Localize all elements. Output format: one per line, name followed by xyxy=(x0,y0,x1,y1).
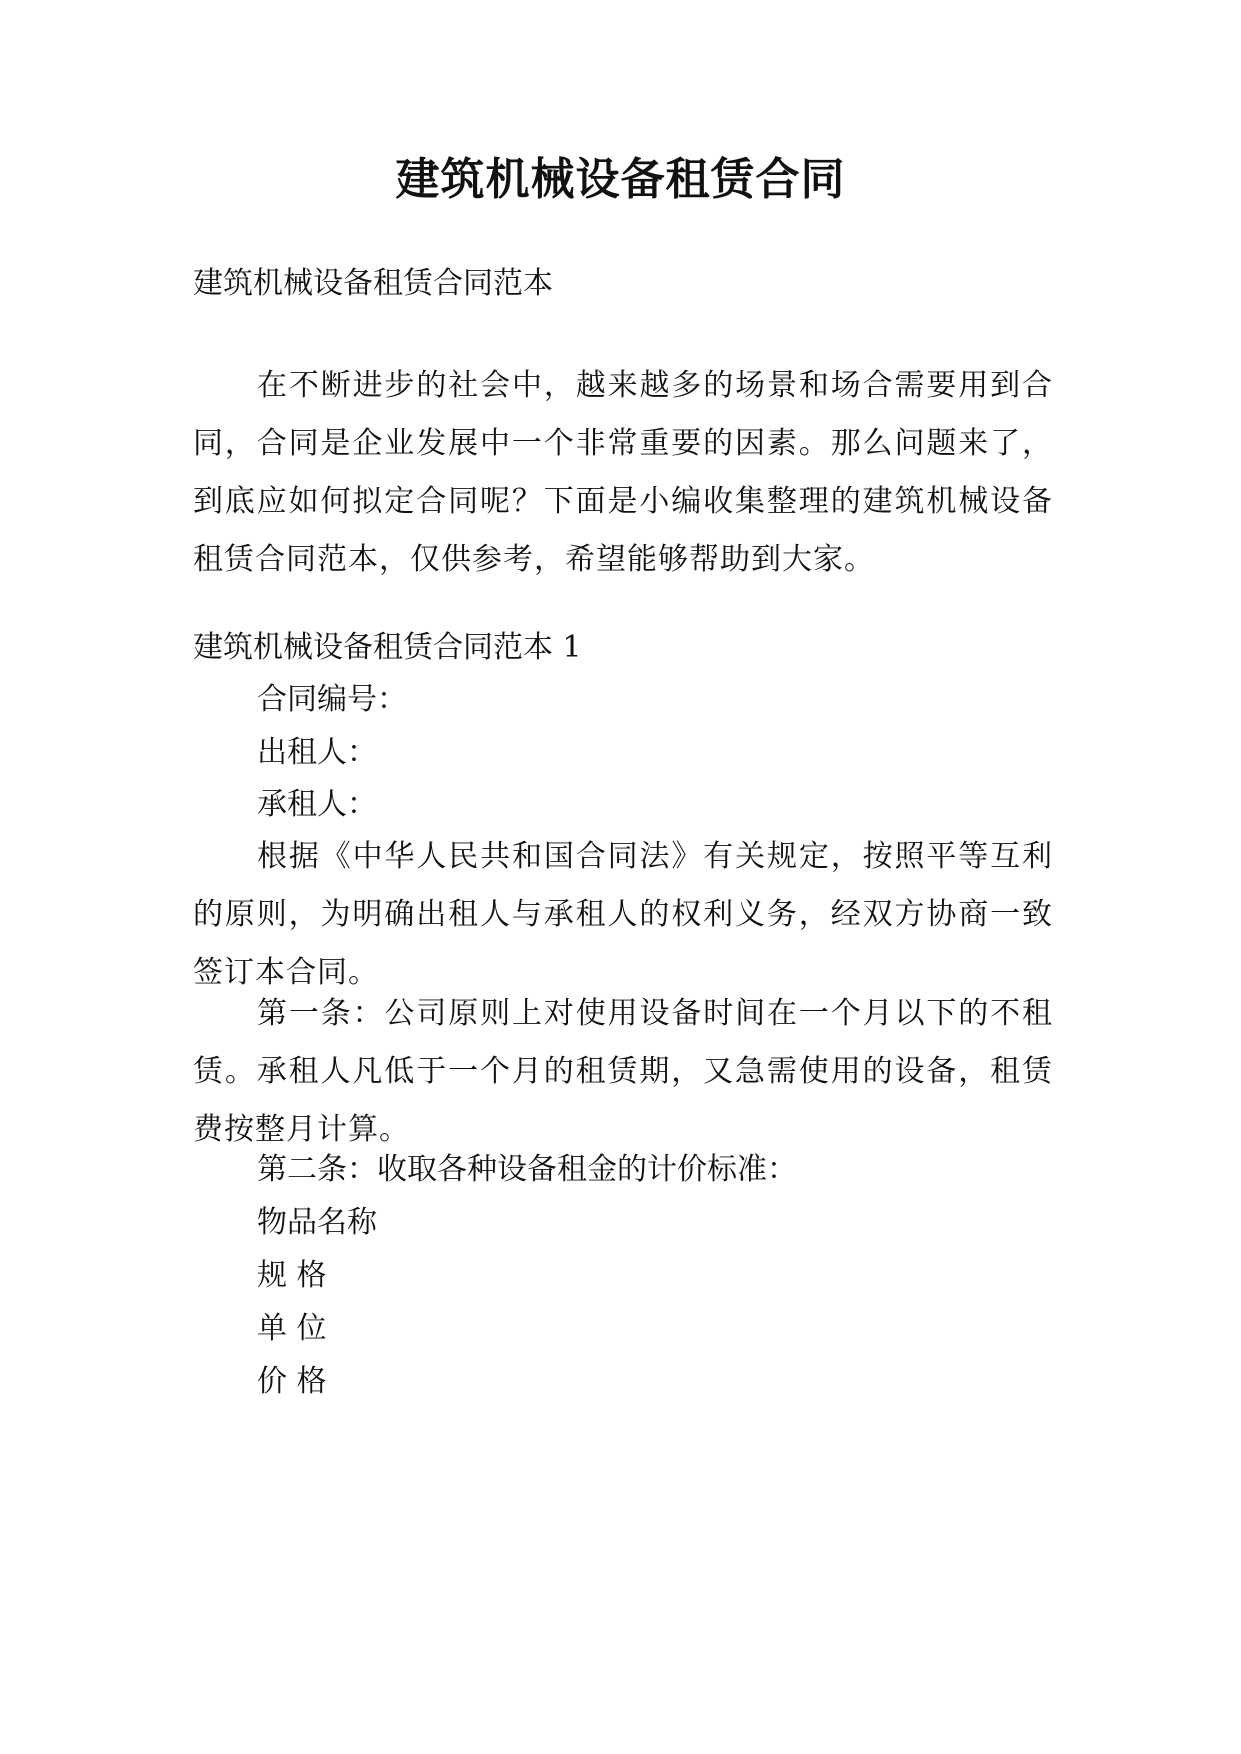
table-header-spec: 规 格 xyxy=(257,1258,327,1293)
preamble-paragraph: 根据《中华人民共和国合同法》有关规定，按照平等互利的原则，为明确出租人与承租人的权利义务，经双方协商一致签订本合同。 xyxy=(193,839,1053,990)
table-header-item-name: 物品名称 xyxy=(257,1205,377,1240)
section-heading: 建筑机械设备租赁合同范本 1 xyxy=(193,630,582,665)
article-2-heading: 第二条：收取各种设备租金的计价标准： xyxy=(257,1152,797,1187)
lessee-label: 承租人： xyxy=(257,787,377,822)
article-1-paragraph: 第一条：公司原则上对使用设备时间在一个月以下的不租赁。承租人凡低于一个月的租赁期，又急需使用的设备，租赁费按整月计算。 xyxy=(193,996,1053,1147)
table-header-unit: 单 位 xyxy=(257,1311,327,1346)
lessor-label: 出租人： xyxy=(257,735,377,770)
document-subtitle: 建筑机械设备租赁合同范本 xyxy=(193,266,553,301)
contract-number-label: 合同编号： xyxy=(257,682,407,717)
intro-paragraph: 在不断进步的社会中，越来越多的场景和场合需要用到合同，合同是企业发展中一个非常重要的因素。那么问题来了，到底应如何拟定合同呢？下面是小编收集整理的建筑机械设备租赁合同范本，仅供参考，希望能够帮助到大家。 xyxy=(193,368,1053,577)
table-header-price: 价 格 xyxy=(257,1364,327,1399)
document-title: 建筑机械设备租赁合同 xyxy=(395,154,846,205)
